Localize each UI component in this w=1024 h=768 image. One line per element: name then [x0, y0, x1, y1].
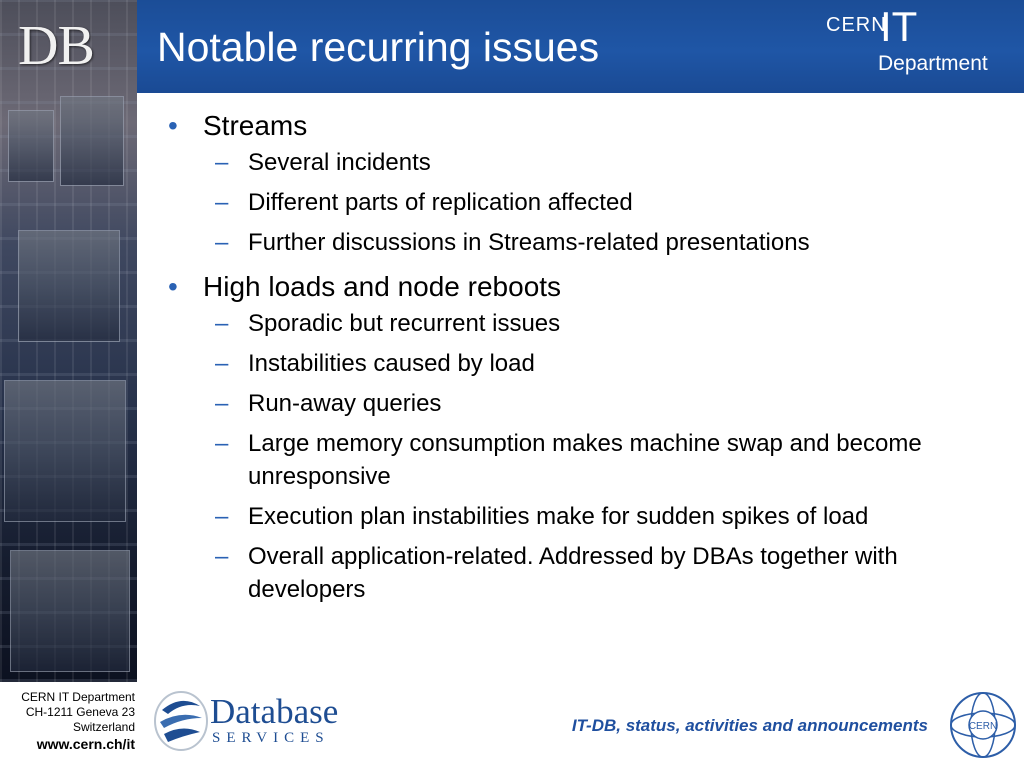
bullet-dot-icon: • — [168, 110, 178, 141]
sub-bullet-text: Execution plan instabilities make for sudden spikes of load — [248, 503, 869, 530]
dash-icon: – — [215, 503, 229, 530]
bullet-text: Streams — [203, 110, 308, 141]
cern-seal-icon — [948, 690, 1018, 760]
cern-it-department-logo — [814, 3, 1014, 80]
dash-icon: – — [215, 543, 229, 570]
sub-bullet-item — [165, 307, 1000, 340]
sub-bullet-text: Overall application-related. Addressed by DBAs together with developers — [248, 543, 898, 603]
logo-cern-text: CERN — [826, 14, 887, 36]
bullet-text: High loads and node reboots — [203, 271, 562, 302]
dash-icon: – — [215, 310, 229, 337]
database-swirl-icon — [152, 688, 210, 754]
logo-it-text: IT — [880, 3, 918, 50]
sub-bullet-text: Instabilities caused by load — [248, 350, 535, 377]
server-rack-image — [8, 110, 54, 182]
sub-bullet-item — [165, 427, 1000, 493]
sub-bullet-item — [165, 186, 1000, 219]
sub-bullet-item — [165, 226, 1000, 259]
address-line: Switzerland — [72, 720, 135, 734]
sub-bullet-text: Further discussions in Streams-related presentations — [248, 229, 810, 256]
logo-department-text: Department — [878, 52, 988, 75]
title-bar — [137, 0, 1024, 93]
sub-bullet-item — [165, 387, 1000, 420]
bullet-dot-icon: • — [168, 271, 178, 302]
cern-seal-text: CERN — [968, 721, 998, 732]
dash-icon: – — [215, 229, 229, 256]
bullet-item — [165, 110, 1000, 142]
sub-bullet-list — [165, 146, 1000, 259]
dash-icon: – — [215, 189, 229, 216]
sub-bullet-item — [165, 540, 1000, 606]
server-rack-image — [4, 380, 126, 522]
sub-bullet-item — [165, 347, 1000, 380]
sub-bullet-text: Different parts of replication affected — [248, 189, 633, 216]
server-rack-image — [18, 230, 120, 342]
cern-seal-logo — [948, 690, 1018, 760]
slide-title: Notable recurring issues — [157, 24, 600, 70]
dash-icon: – — [215, 350, 229, 377]
sub-bullet-item — [165, 500, 1000, 533]
sub-bullet-text: Large memory consumption makes machine swap and become unresponsive — [248, 430, 922, 490]
footer-url: www.cern.ch/it — [36, 736, 135, 752]
dash-icon: – — [215, 149, 229, 176]
server-rack-image — [60, 96, 124, 186]
sub-bullet-item — [165, 146, 1000, 179]
sub-bullet-list — [165, 307, 1000, 606]
server-room-photo — [0, 0, 137, 682]
server-rack-image — [10, 550, 130, 672]
dash-icon: – — [215, 430, 229, 457]
database-logo-word: Database — [210, 692, 339, 731]
slide-content — [165, 110, 1000, 613]
database-services-logo — [152, 688, 342, 754]
services-logo-word: SERVICES — [212, 730, 330, 746]
sub-bullet-text: Sporadic but recurrent issues — [248, 310, 561, 337]
bullet-item — [165, 271, 1000, 303]
dash-icon: – — [215, 390, 229, 417]
sub-bullet-text: Several incidents — [248, 149, 431, 176]
address-line: CH-1211 Geneva 23 — [25, 705, 135, 719]
address-line: CERN IT Department — [21, 690, 135, 704]
db-logo: DB — [18, 15, 94, 77]
footer-address — [0, 690, 135, 753]
sub-bullet-text: Run-away queries — [248, 390, 442, 417]
footer-tagline: IT-DB, status, activities and announcements — [571, 716, 928, 735]
